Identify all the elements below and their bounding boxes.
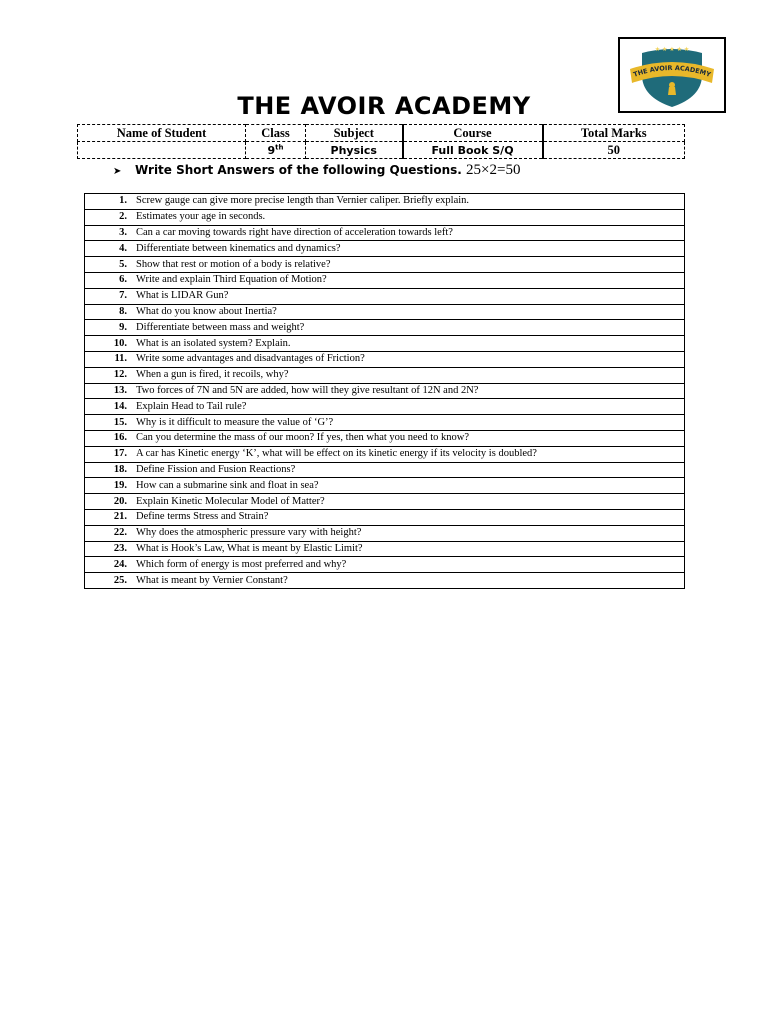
question-row	[85, 225, 685, 241]
info-value-row	[78, 142, 685, 159]
question-text: What is meant by Vernier Constant?	[136, 573, 685, 589]
question-row	[85, 509, 685, 525]
question-text: Write and explain Third Equation of Motion?	[136, 272, 685, 288]
question-text: How can a submarine sink and float in sea?	[136, 478, 685, 494]
question-text: What do you know about Inertia?	[136, 304, 685, 320]
question-number: 20.	[85, 494, 137, 510]
arrow-bullet-icon: ➤	[113, 166, 122, 177]
question-row	[85, 494, 685, 510]
course-value: Full Book S/Q	[403, 142, 543, 159]
question-row	[85, 573, 685, 589]
question-number: 7.	[85, 288, 137, 304]
question-text: Define terms Stress and Strain?	[136, 509, 685, 525]
question-number: 23.	[85, 541, 137, 557]
question-row	[85, 288, 685, 304]
question-text: Estimates your age in seconds.	[136, 209, 685, 225]
question-row	[85, 194, 685, 210]
question-number: 6.	[85, 272, 137, 288]
question-number: 8.	[85, 304, 137, 320]
question-row	[85, 304, 685, 320]
question-text: Show that rest or motion of a body is relative?	[136, 257, 685, 273]
student-name-field[interactable]	[78, 142, 246, 159]
question-text: Define Fission and Fusion Reactions?	[136, 462, 685, 478]
question-text: What is Hook’s Law, What is meant by Elastic Limit?	[136, 541, 685, 557]
question-number: 25.	[85, 573, 137, 589]
header-class: Class	[246, 125, 306, 142]
question-number: 16.	[85, 430, 137, 446]
question-row	[85, 272, 685, 288]
page-title: THE AVOIR ACADEMY	[237, 92, 531, 120]
question-number: 5.	[85, 257, 137, 273]
question-text: Differentiate between mass and weight?	[136, 320, 685, 336]
question-row	[85, 336, 685, 352]
question-text: A car has Kinetic energy ‘K’, what will be effect on its kinetic energy if its velocity is doubled?	[136, 446, 685, 462]
total-marks-value: 50	[543, 142, 685, 159]
question-row	[85, 462, 685, 478]
question-row	[85, 557, 685, 573]
question-text: Can a car moving towards right have direction of acceleration towards left?	[136, 225, 685, 241]
question-row	[85, 399, 685, 415]
question-number: 11.	[85, 351, 137, 367]
question-text: Differentiate between kinematics and dynamics?	[136, 241, 685, 257]
question-row	[85, 541, 685, 557]
svg-text:★ ★ ★ ★ ★: ★ ★ ★ ★ ★	[654, 46, 690, 53]
question-text: Explain Head to Tail rule?	[136, 399, 685, 415]
class-number: 9	[267, 143, 276, 157]
question-number: 19.	[85, 478, 137, 494]
question-number: 18.	[85, 462, 137, 478]
question-row	[85, 241, 685, 257]
question-row	[85, 446, 685, 462]
header-total-marks: Total Marks	[543, 125, 685, 142]
question-text: What is LIDAR Gun?	[136, 288, 685, 304]
question-number: 17.	[85, 446, 137, 462]
question-row	[85, 478, 685, 494]
questions-table	[84, 193, 685, 589]
class-value	[246, 142, 306, 159]
info-header-row	[78, 125, 685, 142]
marks-formula: 25×2=50	[466, 162, 521, 178]
header-name-of-student: Name of Student	[78, 125, 246, 142]
question-number: 10.	[85, 336, 137, 352]
question-number: 3.	[85, 225, 137, 241]
question-text: Two forces of 7N and 5N are added, how will they give resultant of 12N and 2N?	[136, 383, 685, 399]
question-number: 14.	[85, 399, 137, 415]
question-text: When a gun is fired, it recoils, why?	[136, 367, 685, 383]
question-text: What is an isolated system? Explain.	[136, 336, 685, 352]
student-info-table	[77, 124, 685, 159]
question-number: 12.	[85, 367, 137, 383]
question-row	[85, 320, 685, 336]
question-text: Explain Kinetic Molecular Model of Matter?	[136, 494, 685, 510]
question-number: 9.	[85, 320, 137, 336]
question-row	[85, 525, 685, 541]
class-suffix: th	[275, 142, 284, 151]
header-course: Course	[403, 125, 543, 142]
question-text: Which form of energy is most preferred and why?	[136, 557, 685, 573]
question-row	[85, 367, 685, 383]
question-number: 21.	[85, 509, 137, 525]
question-number: 22.	[85, 525, 137, 541]
question-number: 15.	[85, 415, 137, 431]
question-number: 2.	[85, 209, 137, 225]
question-row	[85, 257, 685, 273]
question-text: Screw gauge can give more precise length than Vernier caliper. Briefly explain.	[136, 194, 685, 210]
question-text: Write some advantages and disadvantages of Friction?	[136, 351, 685, 367]
question-text: Why does the atmospheric pressure vary with height?	[136, 525, 685, 541]
question-number: 13.	[85, 383, 137, 399]
instruction-text: Write Short Answers of the following Questions.	[135, 163, 462, 177]
instruction-line	[113, 162, 520, 179]
question-number: 4.	[85, 241, 137, 257]
question-number: 1.	[85, 194, 137, 210]
question-row	[85, 383, 685, 399]
question-row	[85, 209, 685, 225]
question-text: Can you determine the mass of our moon? If yes, then what you need to know?	[136, 430, 685, 446]
subject-value: Physics	[306, 142, 403, 159]
question-row	[85, 415, 685, 431]
question-text: Why is it difficult to measure the value of ‘G’?	[136, 415, 685, 431]
question-row	[85, 351, 685, 367]
header-subject: Subject	[306, 125, 403, 142]
question-row	[85, 430, 685, 446]
logo-text: THE AVOIR ACADEMY	[632, 63, 712, 79]
question-number: 24.	[85, 557, 137, 573]
